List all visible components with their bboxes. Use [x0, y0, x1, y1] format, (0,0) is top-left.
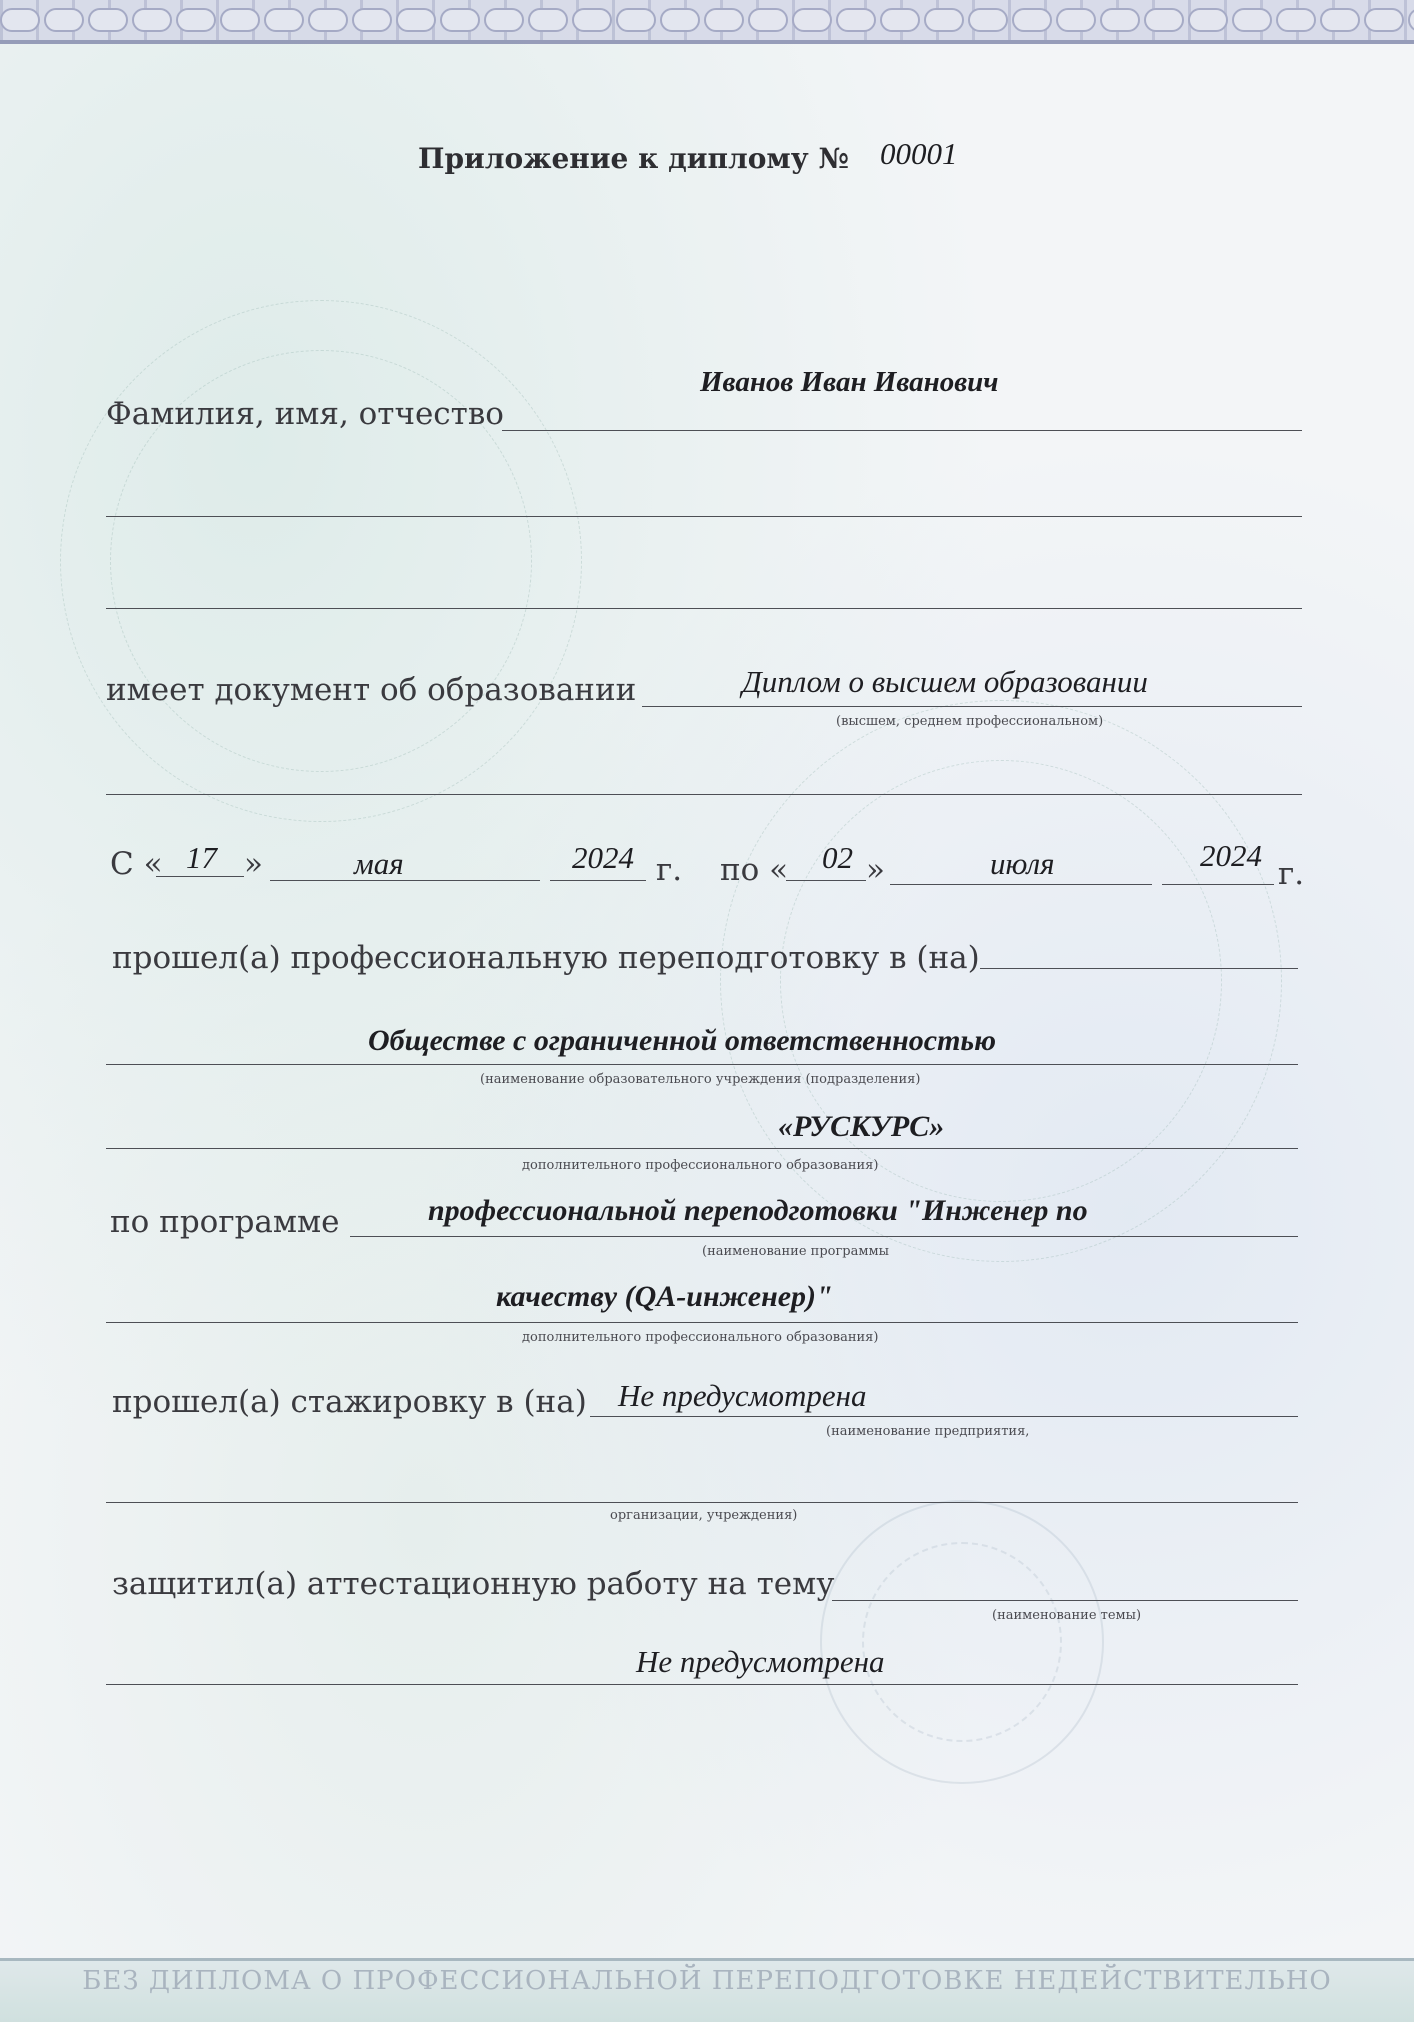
from-prefix: С « — [110, 846, 163, 882]
internship-hint2: организации, учреждения) — [610, 1508, 798, 1523]
ornament-pattern — [0, 8, 1414, 36]
to-day: 02 — [822, 840, 853, 875]
ornamental-top-border — [0, 0, 1414, 44]
retraining-hint2: дополнительного профессионального образования) — [522, 1158, 879, 1173]
retraining-org-line2-rule — [106, 1148, 1298, 1149]
fio-line-2 — [106, 516, 1302, 517]
program-line1: профессиональной переподготовки "Инженер по — [428, 1194, 1088, 1227]
retraining-org-line1-rule — [106, 1064, 1298, 1065]
retraining-line — [980, 968, 1298, 969]
to-month: июля — [990, 846, 1055, 881]
program-line1-rule — [350, 1236, 1298, 1237]
to-prefix: по « — [720, 852, 789, 888]
from-year-line — [550, 880, 646, 881]
internship-line-2 — [106, 1502, 1298, 1503]
retraining-hint1: (наименование образовательного учреждения (подразделения) — [480, 1072, 921, 1087]
from-month-line — [270, 880, 540, 881]
thesis-hint: (наименование темы) — [992, 1608, 1142, 1623]
thesis-value: Не предусмотрена — [636, 1644, 885, 1679]
program-hint2: дополнительного профессионального образования) — [522, 1330, 879, 1345]
education-value: Диплом о высшем образовании — [742, 664, 1148, 699]
fio-line — [502, 430, 1302, 431]
from-day: 17 — [186, 840, 217, 875]
program-line2: качеству (QA-инженер)" — [496, 1280, 833, 1313]
fio-line-3 — [106, 608, 1302, 609]
program-line2-rule — [106, 1322, 1298, 1323]
thesis-label: защитил(а) аттестационную работу на тему — [112, 1566, 835, 1602]
from-close-quote: » — [244, 846, 263, 882]
to-year-line — [1162, 884, 1274, 885]
to-month-line — [890, 884, 1152, 885]
from-year: 2024 — [572, 840, 634, 875]
footer-notice: БЕЗ ДИПЛОМА О ПРОФЕССИОНАЛЬНОЙ ПЕРЕПОДГОТОВКЕ НЕДЕЙСТВИТЕЛЬНО — [82, 1966, 1332, 1996]
to-year-suffix: г. — [1278, 856, 1305, 892]
internship-hint1: (наименование предприятия, — [826, 1424, 1030, 1439]
to-close-quote: » — [866, 852, 885, 888]
program-hint1: (наименование программы — [702, 1244, 889, 1259]
retraining-org-line1: Обществе с ограниченной ответственностью — [368, 1024, 997, 1057]
retraining-org-line2: «РУСКУРС» — [778, 1110, 945, 1143]
fio-value: Иванов Иван Иванович — [700, 366, 999, 398]
education-line — [642, 706, 1302, 707]
fio-label: Фамилия, имя, отчество — [106, 396, 504, 432]
program-label: по программе — [110, 1204, 340, 1240]
faded-seal — [820, 1500, 1104, 1784]
to-day-line — [786, 880, 866, 881]
internship-label: прошел(а) стажировку в (на) — [112, 1384, 587, 1420]
education-hint: (высшем, среднем профессиональном) — [836, 714, 1104, 729]
thesis-line-2 — [106, 1684, 1298, 1685]
to-year: 2024 — [1200, 838, 1262, 873]
diploma-number: 00001 — [880, 136, 958, 171]
internship-value: Не предусмотрена — [618, 1378, 867, 1413]
retraining-label: прошел(а) профессиональную переподготовку в (на) — [112, 940, 980, 976]
page-title: Приложение к диплому № — [418, 142, 849, 175]
education-line-2 — [106, 794, 1302, 795]
from-month: мая — [354, 846, 404, 881]
from-year-suffix: г. — [656, 852, 683, 888]
from-day-line — [156, 876, 244, 877]
thesis-line — [832, 1600, 1298, 1601]
education-label: имеет документ об образовании — [106, 672, 637, 708]
internship-line — [590, 1416, 1298, 1417]
